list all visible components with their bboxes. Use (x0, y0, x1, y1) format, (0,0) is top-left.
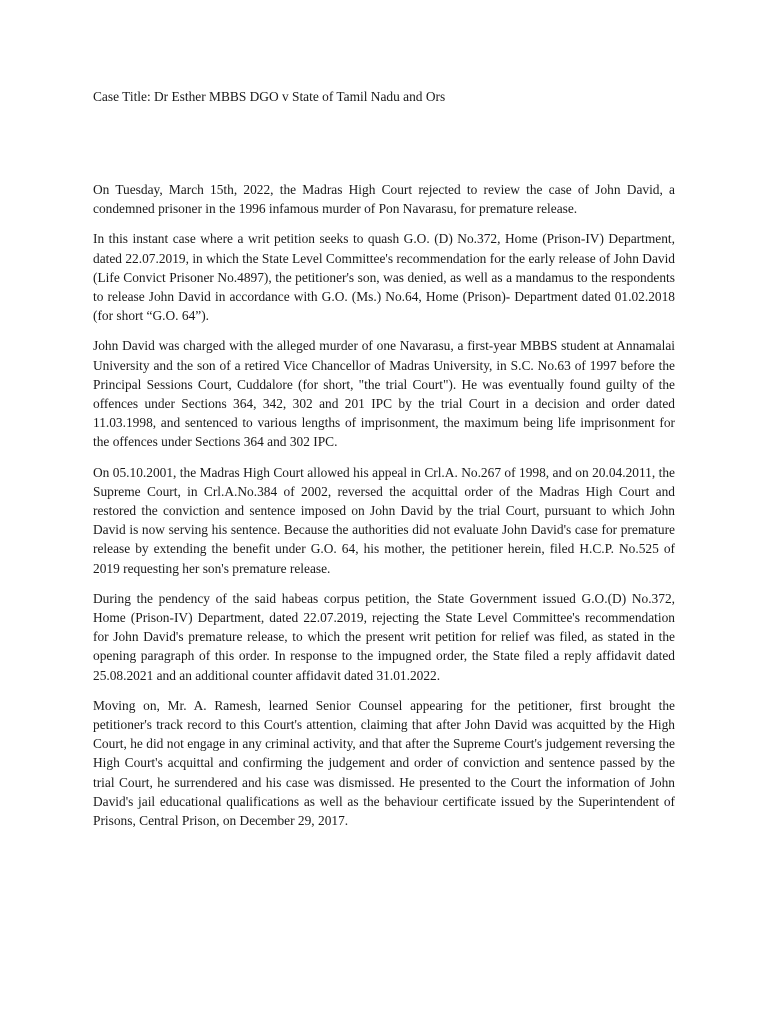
paragraph-4: On 05.10.2001, the Madras High Court allowed his appeal in Crl.A. No.267 of 1998, and on 20.04.2011, the Supreme Court, in Crl.A.No.384 of 2002, reversed the acquittal order of the Madras High Court and restored the conviction and sentence imposed on John David by the trial Court, pursuant to which John David is now serving his sentence. Because the authorities did not evaluate John David's case for premature release by extending the benefit under G.O. 64, his mother, the petitioner herein, filed H.C.P. No.525 of 2019 requesting her son's premature release. (93, 464, 675, 576)
paragraph-3: John David was charged with the alleged murder of one Navarasu, a first-year MBBS student at Annamalai University and the son of a retired Vice Chancellor of Madras University, in S.C. No.63 of 1997 before the Principal Sessions Court, Cuddalore (for short, "the trial Court"). He was eventually found guilty of the offences under Sections 364, 342, 302 and 201 IPC by the trial Court in a decision and order dated 11.03.1998, and sentenced to various lengths of imprisonment, the maximum being life imprisonment for the offences under Sections 364 and 302 IPC. (93, 338, 675, 450)
document-body (93, 180, 675, 841)
paragraph-6: Moving on, Mr. A. Ramesh, learned Senior Counsel appearing for the petitioner, first brought the petitioner's track record to this Court's attention, claiming that after John David was acquitted by the High Court, he did not engage in any criminal activity, and that after the Supreme Court's judgement reversing the High Court's acquittal and confirming the judgement and order of conviction and sentence passed by the trial Court, he surrendered and his case was dismissed. He presented to the Court the information of John David's jail educational qualifications as well as the behaviour certificate issued by the Superintendent of Prisons, Central Prison, on December 29, 2017. (93, 697, 675, 829)
case-title: Case Title: Dr Esther MBBS DGO v State of Tamil Nadu and Ors (93, 89, 446, 104)
paragraph-2: In this instant case where a writ petition seeks to quash G.O. (D) No.372, Home (Prison-IV) Department, dated 22.07.2019, in which the State Level Committee's recommendation for the early release of John David (Life Convict Prisoner No.4897), the petitioner's son, was denied, as well as a mandamus to the respondents to release John David in accordance with G.O. (Ms.) No.64, Home (Prison)- Department dated 01.02.2018 (for short “G.O. 64”). (93, 231, 675, 324)
paragraph-5: During the pendency of the said habeas corpus petition, the State Government issued G.O.(D) No.372, Home (Prison-IV) Department, dated 22.07.2019, rejecting the State Level Committee's recommendation for John David's premature release, to which the present writ petition for relief was filed, as stated in the opening paragraph of this order. In response to the impugned order, the State filed a reply affidavit dated 25.08.2021 and an additional counter affidavit dated 31.01.2022. (93, 590, 675, 683)
paragraph-1: On Tuesday, March 15th, 2022, the Madras High Court rejected to review the case of John David, a condemned prisoner in the 1996 infamous murder of Pon Navarasu, for premature release. (93, 182, 675, 217)
